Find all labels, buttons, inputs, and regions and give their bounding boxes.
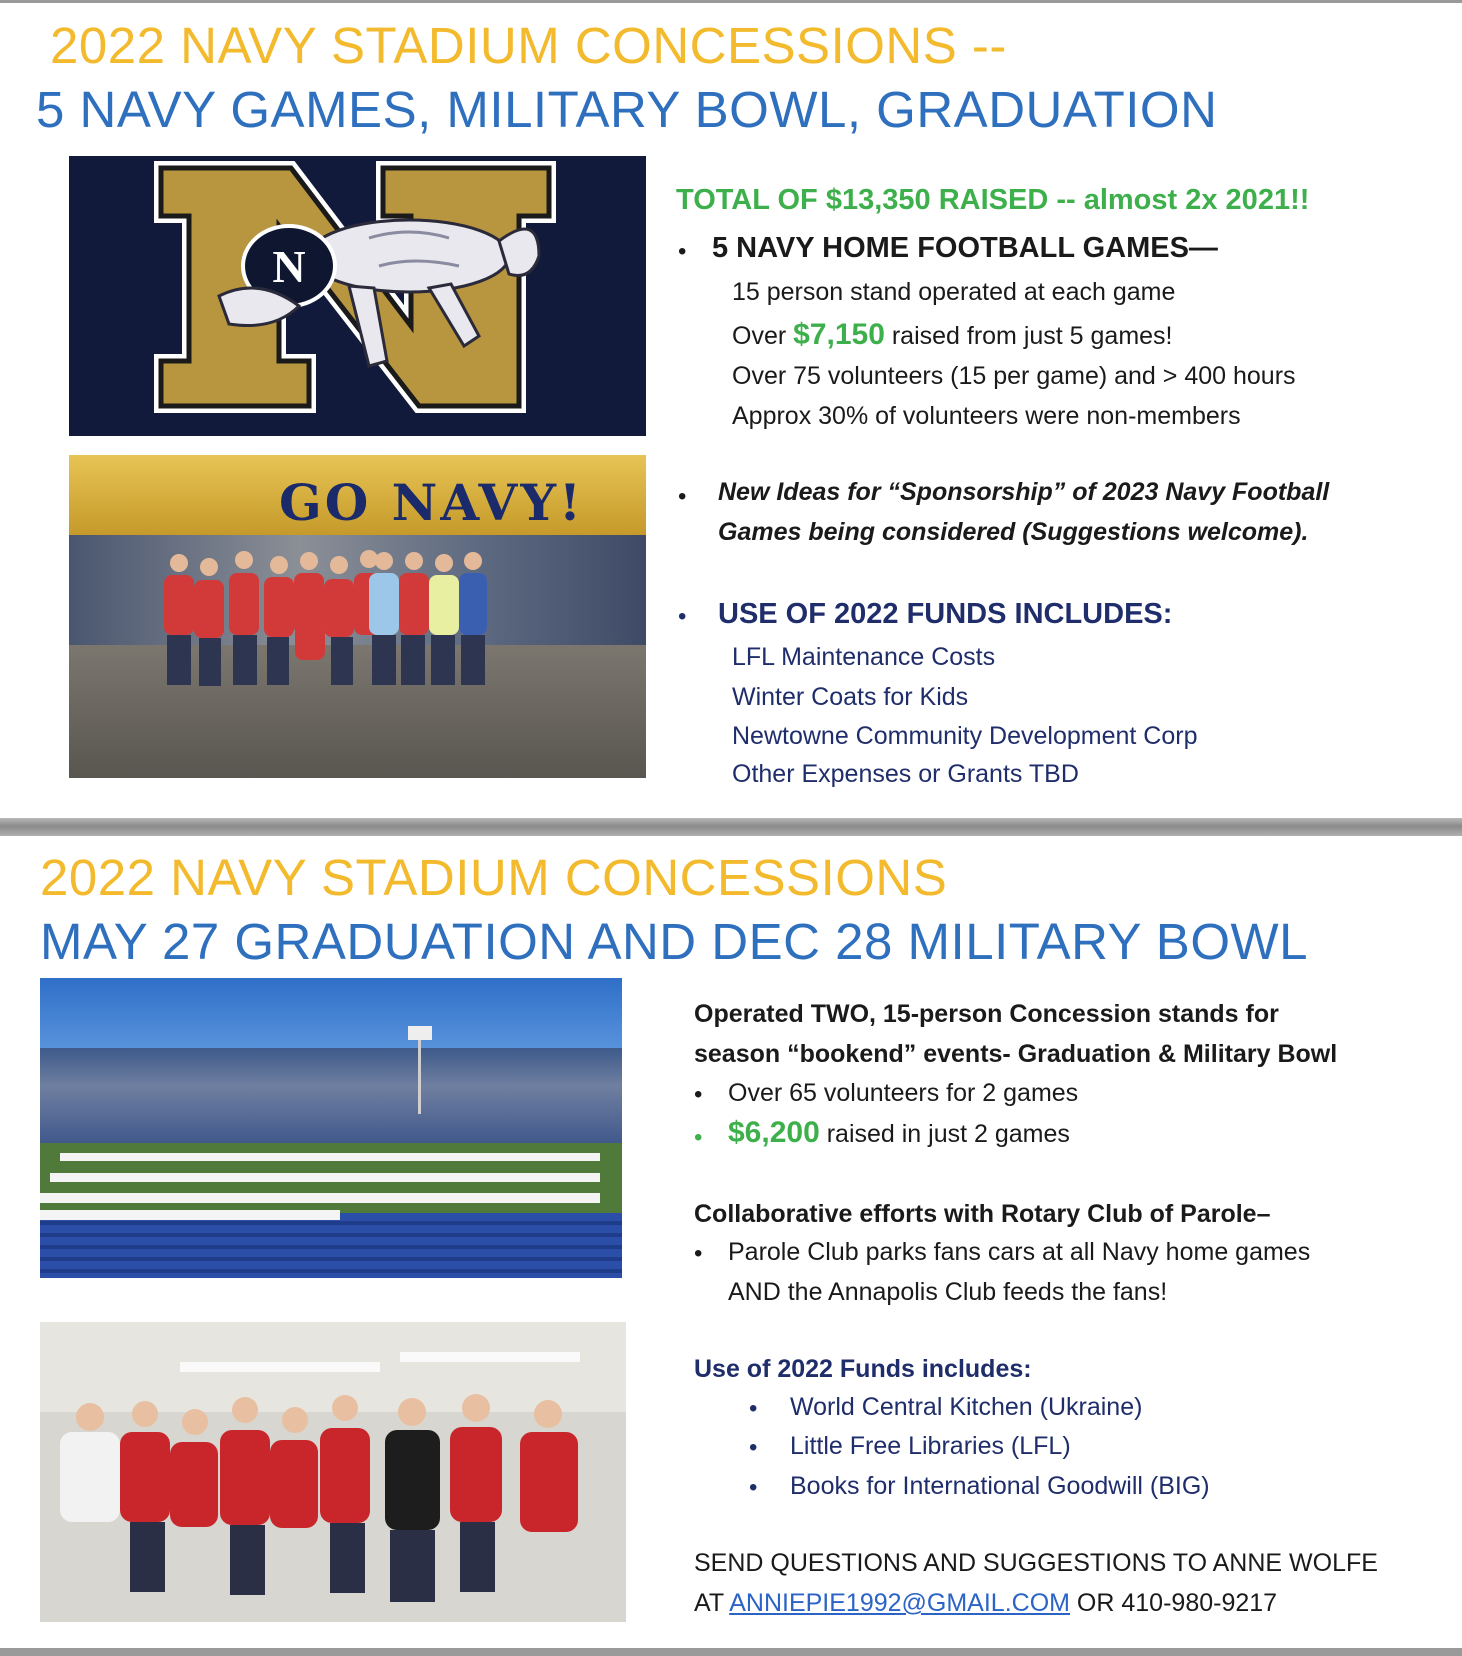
bullet-fund-item: • [749,1395,758,1422]
slide2-title-line2: MAY 27 GRADUATION AND DEC 28 MILITARY BOWL [40,913,1308,970]
slide2-funds-item: Books for International Goodwill (BIG) [790,1472,1210,1500]
funds-item: Newtowne Community Development Corp [732,722,1198,750]
slide-divider [0,818,1462,836]
slide2-volunteers-line: Over 65 volunteers for 2 games [728,1079,1079,1107]
slide2-funds-item: Little Free Libraries (LFL) [790,1432,1071,1460]
funds-heading: USE OF 2022 FUNDS INCLUDES: [718,598,1173,630]
slide1-title-line1: 2022 NAVY STADIUM CONCESSIONS -- [50,17,1007,74]
contact-prefix: AT [694,1589,730,1617]
bullet-fund-item: • [749,1474,758,1501]
stadium-graduation-photo [40,978,622,1278]
go-navy-group-photo [69,455,646,778]
bullet-raised: • [694,1124,703,1151]
graduates-rows [40,978,622,1278]
operated-line2: season “bookend” events- Graduation & Military Bowl [694,1040,1338,1068]
ideas-line1: New Ideas for “Sponsorship” of 2023 Navy Football [718,478,1330,506]
volunteer-group-2 [40,1322,626,1622]
ideas-line2: Games being considered (Suggestions welcome). [718,518,1309,546]
collab-line1: Parole Club parks fans cars at all Navy home games [728,1238,1311,1266]
slide2-raised-suffix: raised in just 2 games [819,1120,1070,1148]
funds-item: LFL Maintenance Costs [732,643,996,671]
top-border [0,0,1462,3]
raised-line [732,318,1173,352]
slide2-title-line1: 2022 NAVY STADIUM CONCESSIONS [40,849,948,906]
volunteer-group [69,455,646,778]
slide2-raised-amount: $6,200 [728,1116,820,1149]
raised-suffix: raised from just 5 games! [884,322,1173,350]
funds-item: Other Expenses or Grants TBD [732,760,1079,788]
funds-item: Winter Coats for Kids [732,683,969,711]
collab-heading: Collaborative efforts with Rotary Club of Parole– [694,1200,1271,1228]
home-games-heading: 5 NAVY HOME FOOTBALL GAMES— [712,232,1218,264]
slide2-raised-line [728,1116,1070,1150]
navy-logo-image [69,156,646,436]
contact-email-link[interactable]: ANNIEPIE1992@GMAIL.COM [729,1589,1070,1617]
nonmembers-line: Approx 30% of volunteers were non-members [732,402,1241,430]
slide2-funds-heading: Use of 2022 Funds includes: [694,1355,1032,1383]
stand-line: 15 person stand operated at each game [732,278,1176,306]
rotary-volunteers-photo [40,1322,626,1622]
bullet-funds: • [678,603,687,630]
svg-text:N: N [272,241,306,292]
raised-amount: $7,150 [793,318,885,351]
navy-logo-graphic [69,156,646,436]
raised-prefix: Over [732,322,794,350]
operated-line1: Operated TWO, 15-person Concession stands for [694,1000,1279,1028]
bottom-border [0,1648,1462,1656]
bullet-fund-item: • [749,1434,758,1461]
slide1-title-line2: 5 NAVY GAMES, MILITARY BOWL, GRADUATION [36,81,1218,138]
contact-line2 [694,1589,1277,1618]
slide2-funds-item: World Central Kitchen (Ukraine) [790,1393,1143,1421]
bullet-collab: • [694,1240,703,1267]
collab-line2: AND the Annapolis Club feeds the fans! [728,1278,1168,1306]
total-raised-text: TOTAL OF $13,350 RAISED -- almost 2x 2021!! [676,184,1310,216]
volunteers-line: Over 75 volunteers (15 per game) and > 400 hours [732,362,1296,390]
bullet-ideas: • [678,483,687,510]
contact-phone: OR 410-980-9217 [1069,1589,1278,1617]
go-navy-banner-text: GO NAVY! [279,473,584,532]
contact-line1: SEND QUESTIONS AND SUGGESTIONS TO ANNE WOLFE [694,1549,1378,1577]
bullet-home-games: • [678,238,687,265]
bullet-volunteers: • [694,1081,703,1108]
